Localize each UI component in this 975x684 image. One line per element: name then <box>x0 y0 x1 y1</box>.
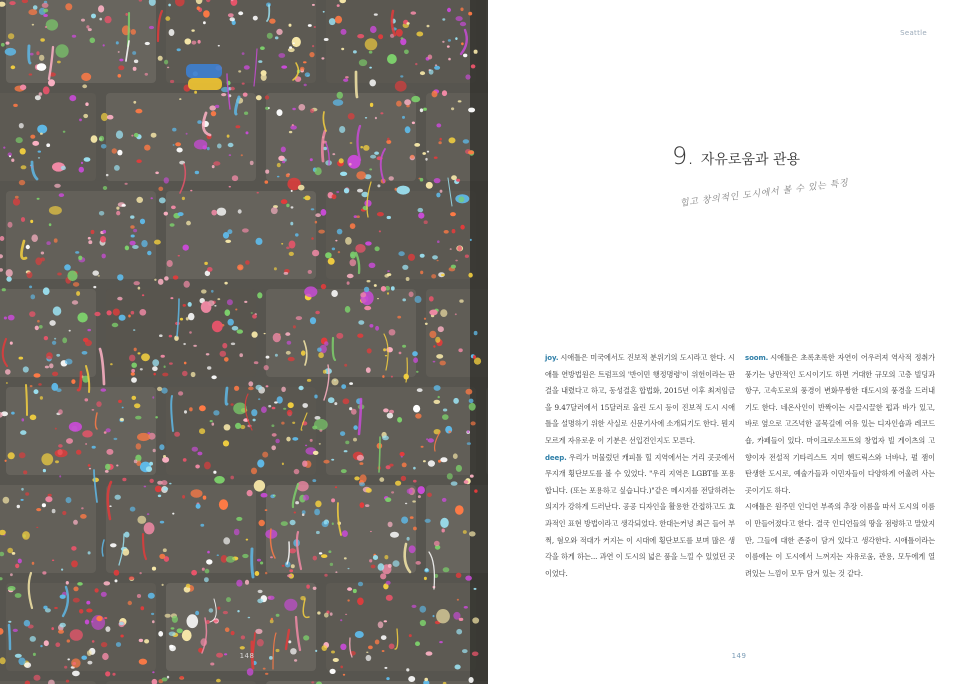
right-column <box>745 350 935 582</box>
paragraph-text: 시애틀은 초록초록한 자연이 어우러져 역사적 정취가 풍기는 낭만적인 도시이기도 하면 거대한 규모의 고층 빌딩과 항구, 고속도로의 풍경이 변화무쌍한 대도시의 풍경을 드러내기도 한다. 네온사인이 반짝이는 시끌시끌한 펍과 바가 있고, 바로 옆으로 고즈넉한 골목길에 여유 있는 디자인숍과 레코드숍, 카페들이 있다. 마이크로소프트의 창업자 빌 게이츠의 고향이자 전설적 기타리스트 지미 헨드릭스와 너바나, 펄 잼이 탄생한 도시로, 예술가들과 이민자들이 다양하게 어울려 사는 곳이기도 하다. <box>745 353 935 495</box>
paragraph-text: 우리가 머물렀던 캐피톨 힐 지역에서는 거리 곳곳에서 무지개 횡단보도를 볼 수 있었다. "우리 지역은 LGBT를 포용합니다. (또는 포용하고 싶습니다.)"같은 메시지를 전달하려는 의지가 강하게 드러난다. 공공 디자인을 활용한 간접하고도 효과적인 표현 방법이라고 생각되었다. 한대는커녕 최근 들어 부쩍, 혐오와 적대가 커지는 이 시대에 횡단보도를 보며 많은 생각을 하게 하는... 과연 이 도시의 넓은 품을 느낄 수 있었던 곳이었다. <box>545 452 735 578</box>
page-number-right: 149 <box>731 652 747 660</box>
chapter-name: 자유로움과 관용 <box>700 152 801 168</box>
handwritten-subtitle: 힙고 창의적인 도시에서 볼 수 있는 특징 <box>679 178 850 209</box>
paragraph <box>745 350 935 499</box>
paragraph <box>545 450 735 583</box>
running-head: Seattle <box>900 29 927 37</box>
paragraph-text: 시애틀은 원주민 인디언 부족의 추장 이름을 따서 도시의 이름이 만들어졌다고 한다. 결국 인디언들의 땅을 점령하고 말았지만, 그들에 대한 존중이 담겨 있다고 생각한다. 시애틀이라는 이름에는 이 도시에서 느껴지는 자유로움, 관용, 모두에게 열려있는 느낌이 모두 담겨 있는 것 같다. <box>745 502 935 578</box>
chapter-title <box>672 142 800 170</box>
paragraph-keyword: deep. <box>545 453 567 462</box>
chapter-number: 9. <box>672 142 694 170</box>
page-number-left: 148 <box>239 652 255 660</box>
text-page <box>488 0 975 684</box>
paragraph <box>545 350 735 450</box>
paragraph-keyword: joy. <box>545 354 559 362</box>
left-column <box>545 350 735 582</box>
paragraph-text: 시애틀은 미국에서도 진보적 분위기의 도시라고 한다. 시애틀 연방법원은 트럼프의 '반이민 행정명령'이 위헌이라는 판결을 내렸다고 하고, 동성결혼 합법화, 2015년 이후 최저임금을 9.47달러에서 15달러로 올린 도시 등이 진보적 도시 시애틀을 설명하기 위한 사실로 신문기사에 소개되기도 한다. 뭔지 모르게 자유로운 이 기분은 선입견인지도 모른다. <box>545 353 735 445</box>
paragraph <box>745 499 935 582</box>
paragraph-keyword: soom. <box>745 354 769 362</box>
